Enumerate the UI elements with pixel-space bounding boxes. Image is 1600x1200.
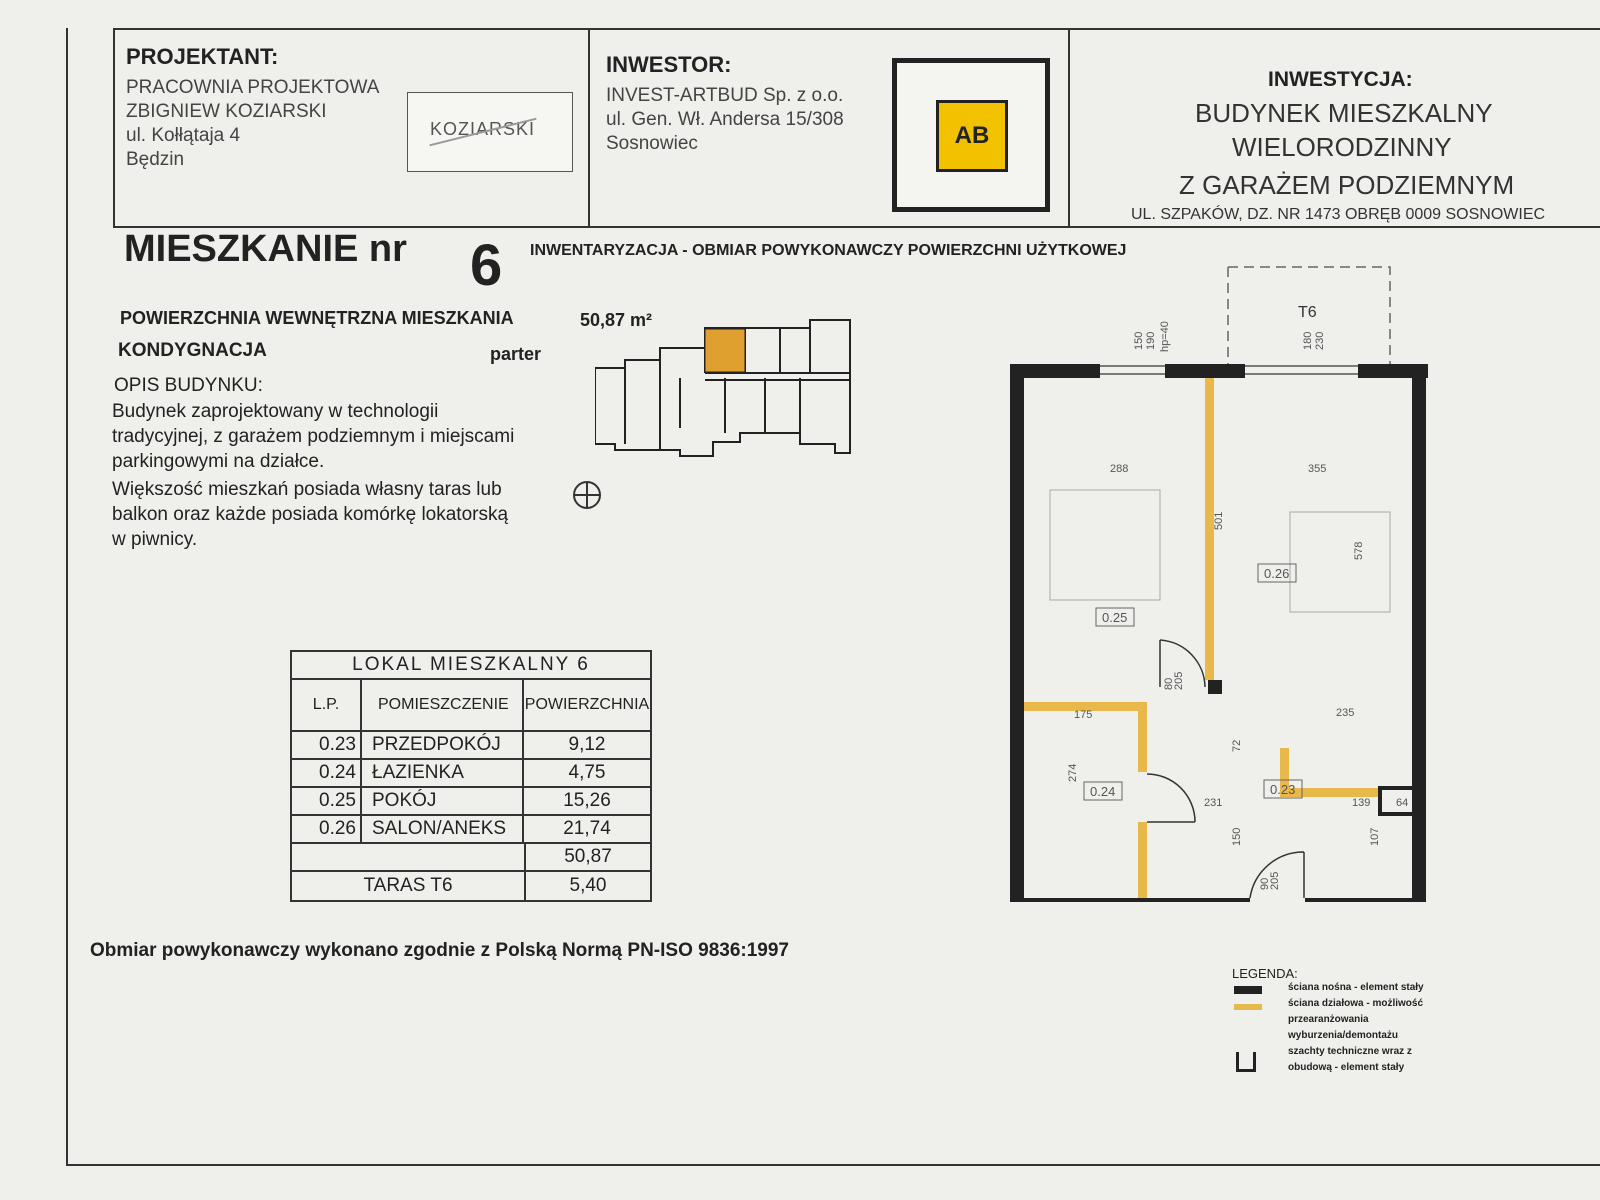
dimension-label: hp=40 [1159, 321, 1171, 352]
dimension-label: 72 [1231, 739, 1243, 752]
load-bearing-swatch [1234, 986, 1262, 994]
opis-line: Większość mieszkań posiada własny taras lub [112, 479, 502, 500]
inwestor-line1: INVEST-ARTBUD Sp. z o.o. [606, 85, 844, 106]
table-row [292, 788, 650, 816]
terrace-label: TARAS T6 [292, 872, 526, 900]
key-plan [595, 318, 865, 468]
dimension-label: 235 [1336, 707, 1355, 719]
dimension-label: 139 [1352, 797, 1371, 809]
inwestycja-line2: WIELORODZINNY [1232, 132, 1452, 162]
ab-logo: AB [936, 100, 1008, 172]
inwestycja-line3: Z GARAŻEM PODZIEMNYM [1179, 170, 1515, 200]
area-value: 50,87 m² [580, 310, 653, 330]
opis-line: parkingowymi na działce. [112, 451, 325, 472]
table-total: 50,87 [564, 846, 612, 867]
dimension-label: 150 [1231, 827, 1243, 846]
projektant-line1: PRACOWNIA PROJEKTOWA [126, 77, 380, 98]
opis-line: w piwnicy. [112, 529, 198, 550]
legend-item: ściana działowa - możliwość [1288, 998, 1424, 1009]
row-area: 21,74 [563, 818, 611, 839]
apartment-number: 6 [470, 233, 503, 298]
projektant-line4: Będzin [126, 149, 185, 170]
legend-item: wyburzenia/demontażu [1288, 1030, 1399, 1041]
row-area: 4,75 [568, 762, 606, 783]
table-row [292, 760, 650, 788]
row-lp: 0.26 [292, 816, 362, 842]
table-row [292, 816, 650, 844]
koziarski-logo-text: KOZIARSKI [430, 119, 536, 139]
room-table [290, 650, 652, 902]
dimension-label: 355 [1308, 463, 1327, 475]
terrace-value: 5,40 [569, 875, 607, 896]
table-title: LOKAL MIESZKALNY 6 [352, 654, 590, 675]
table-title-row [292, 652, 650, 680]
dimension-label: 288 [1110, 463, 1129, 475]
dimension-label: 231 [1204, 797, 1223, 809]
dimension-label: 578 [1353, 541, 1365, 560]
room-tag: 0.23 [1270, 782, 1296, 797]
inwestycja-title: INWESTYCJA: [1268, 68, 1413, 91]
dimension-label: 175 [1074, 709, 1093, 721]
opis-line: tradycyjnej, z garażem podziemnym i miejscami [112, 426, 515, 447]
projektant-line3: ul. Kołłątaja 4 [126, 125, 241, 146]
table-header-row [292, 680, 650, 732]
row-area: 9,12 [568, 734, 606, 755]
shaft-swatch [1236, 1052, 1256, 1072]
row-room: SALON/ANEKS [362, 816, 524, 842]
opis-line: balkon oraz każde posiada komórkę lokatorską [112, 504, 509, 525]
projektant-title: PROJEKTANT: [126, 44, 279, 69]
table-row [292, 732, 650, 760]
area-label: POWIERZCHNIA WEWNĘTRZNA MIESZKANIA [120, 308, 514, 328]
table-total-row [292, 844, 650, 872]
dimension-label: 205 [1269, 871, 1281, 890]
dimension-label: 150 [1133, 331, 1145, 350]
partition-swatch [1234, 1004, 1262, 1010]
dimension-label: 90 [1259, 877, 1271, 890]
north-arrow-icon [570, 478, 604, 512]
header-area: POWIERZCHNIA [524, 696, 650, 713]
dimension-label: 180 [1302, 331, 1314, 350]
legend-item: przearanżowania [1288, 1014, 1369, 1025]
dimension-label: 230 [1314, 331, 1326, 350]
dimension-label: 64 [1396, 797, 1409, 809]
room-tag: 0.26 [1264, 566, 1290, 581]
legend-item: szachty techniczne wraz z [1288, 1046, 1412, 1057]
norm-note: Obmiar powykonawczy wykonano zgodnie z Polską Normą PN-ISO 9836:1997 [90, 940, 789, 961]
dimension-label: 501 [1213, 511, 1225, 530]
row-room: ŁAZIENKA [362, 760, 524, 786]
inwestycja-line4: UL. SZPAKÓW, DZ. NR 1473 OBRĘB 0009 SOSNOWIEC [1131, 206, 1546, 223]
legend-title: LEGENDA: [1232, 966, 1298, 981]
legend-item: obudową - element stały [1288, 1062, 1405, 1073]
dimension-label: 274 [1067, 763, 1079, 782]
header-lp: L.P. [292, 680, 362, 730]
header-room: POMIESZCZENIE [362, 680, 524, 730]
table-terrace-row [292, 872, 650, 900]
opis-title: OPIS BUDYNKU: [114, 375, 263, 396]
row-area: 15,26 [563, 790, 611, 811]
dimension-label: 80 [1163, 677, 1175, 690]
inwestycja-line1: BUDYNEK MIESZKALNY [1195, 98, 1493, 128]
apartment-title: MIESZKANIE nr [124, 228, 407, 270]
dimension-label: 190 [1145, 331, 1157, 350]
dimension-label: 107 [1369, 827, 1381, 846]
projektant-line2: ZBIGNIEW KOZIARSKI [126, 101, 327, 122]
inwestor-line3: Sosnowiec [606, 133, 698, 154]
terrace-tag: T6 [1298, 304, 1317, 321]
row-room: PRZEDPOKÓJ [362, 732, 524, 758]
inwestor-title: INWESTOR: [606, 52, 732, 77]
floor-label: KONDYGNACJA [118, 340, 267, 361]
floor-value: parter [490, 344, 542, 364]
floor-plan [1000, 262, 1440, 902]
row-lp: 0.23 [292, 732, 362, 758]
dimension-label: 205 [1173, 671, 1185, 690]
apartment-subtitle: INWENTARYZACJA - OBMIAR POWYKONAWCZY POWIERZCHNI UŻYTKOWEJ [530, 242, 1127, 259]
room-tag: 0.24 [1090, 784, 1116, 799]
inwestor-line2: ul. Gen. Wł. Andersa 15/308 [606, 109, 844, 130]
row-lp: 0.25 [292, 788, 362, 814]
room-tag: 0.25 [1102, 610, 1128, 625]
row-lp: 0.24 [292, 760, 362, 786]
legend-item: ściana nośna - element stały [1288, 982, 1424, 993]
row-room: POKÓJ [362, 788, 524, 814]
koziarski-logo [407, 92, 573, 172]
opis-line: Budynek zaprojektowany w technologii [112, 401, 439, 422]
